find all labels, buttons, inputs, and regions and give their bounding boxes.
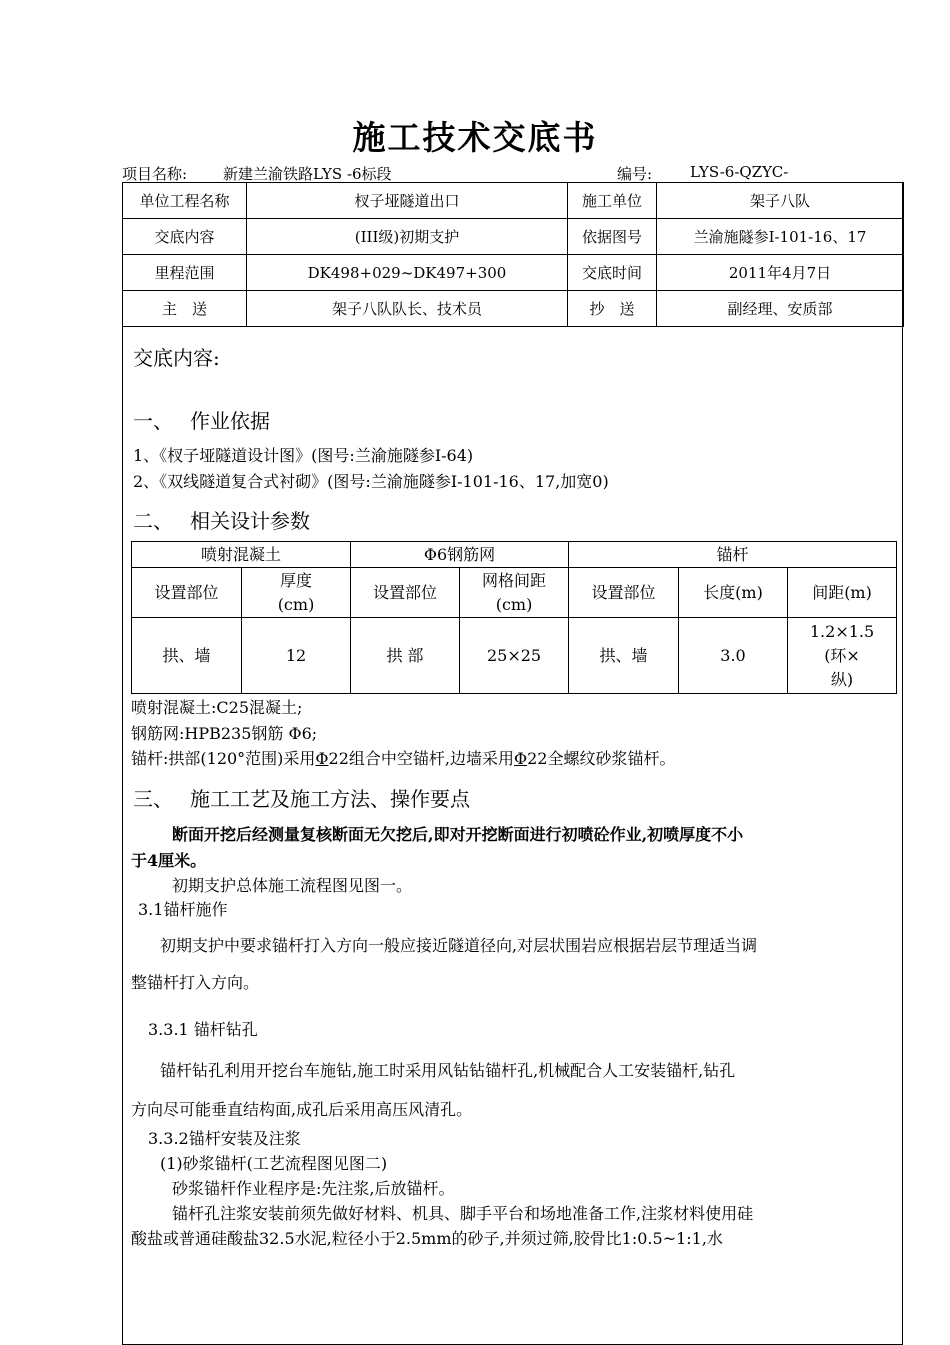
item-mortar-anchor: (1)砂浆锚杆(工艺流程图见图二) [160,1154,388,1173]
param-value-cell: 3.0 [679,618,788,694]
header-row [123,255,904,291]
param-subheader-cell [460,568,569,618]
subsection-3-1: 3.1锚杆施作 [138,900,228,919]
param-value-line: 纵) [830,669,854,689]
phi-symbol: Φ [514,749,528,768]
doc-number-value: LYS-6-QZYC- [690,163,789,181]
subsection-3-3-2: 3.3.2锚杆安装及注浆 [148,1129,301,1148]
phi-symbol: Φ [315,749,329,768]
paragraph-3-3-1-line-2: 方向尽可能垂直结构面,成孔后采用高压风清孔。 [131,1100,473,1119]
header-cell: 兰渝施隧参I-101-16、17 [657,219,904,255]
param-value-cell [788,618,897,694]
header-cell: 抄 送 [568,291,657,327]
intro-heading: 交底内容: [133,346,220,370]
spec-anchor-part: 22组合中空锚杆,边墙采用 [328,749,514,768]
header-cell: 架子八队队长、技术员 [247,291,568,327]
param-value-line: (环× [824,645,860,665]
reference-1: 1、《杈子垭隧道设计图》(图号:兰渝施隧参I-64) [133,446,474,465]
header-cell: 施工单位 [568,183,657,219]
header-cell: 里程范围 [123,255,247,291]
param-group-cell: Φ6钢筋网 [351,542,569,568]
paragraph-3-1-line-1: 初期支护中要求锚杆打入方向一般应接近隧道径向,对层状围岩应根据岩层节理适当调 [160,936,758,955]
header-row [123,219,904,255]
section-1-number: 一、 [133,409,173,433]
paragraph-3-3-1-line-1: 锚杆钻孔利用开挖台车施钻,施工时采用风钻钻锚杆孔,机械配合人工安装锚杆,钻孔 [160,1061,736,1080]
param-value-cell: 25×25 [460,618,569,694]
header-cell: DK498+029~DK497+300 [247,255,568,291]
header-cell: 交底内容 [123,219,247,255]
param-value-cell: 拱、墙 [569,618,679,694]
param-subheader-cell: 长度(m) [679,568,788,618]
project-name-label: 项目名称: [122,165,188,183]
mortar-procedure: 砂浆锚杆作业程序是:先注浆,后放锚杆。 [172,1179,455,1198]
param-subheader-cell: 设置部位 [132,568,242,618]
header-cell: 架子八队 [657,183,904,219]
grouting-line-1: 锚杆孔注浆安装前须先做好材料、机具、脚手平台和场地准备工作,注浆材料使用硅 [172,1204,754,1223]
param-value-cell: 拱 部 [351,618,460,694]
header-cell: 依据图号 [568,219,657,255]
flow-chart-note: 初期支护总体施工流程图见图一。 [172,876,413,895]
header-row [123,183,904,219]
section-3-number: 三、 [133,787,173,811]
param-subheader-cell: 间距(m) [788,568,897,618]
spec-mesh: 钢筋网:HPB235钢筋 Φ6; [131,724,318,743]
document-title: 施工技术交底书 [352,118,598,157]
param-subheader-cell: 设置部位 [351,568,460,618]
header-cell: 副经理、安质部 [657,291,904,327]
param-subheader-cell [242,568,351,618]
bold-note-line-2: 于4厘米。 [131,851,207,870]
reference-2: 2、《双线隧道复合式衬砌》(图号:兰渝施隧参I-101-16、17,加宽0) [133,472,609,491]
param-value-cell: 拱、墙 [132,618,242,694]
header-cell: (III级)初期支护 [247,219,568,255]
header-cell: 2011年4月7日 [657,255,904,291]
param-subheader-line: 厚度 [280,570,313,590]
param-group-row [132,542,897,568]
spec-anchor-part: 锚杆:拱部(120°范围)采用 [131,749,316,768]
header-table [122,182,904,327]
grouting-line-2: 酸盐或普通硅酸盐32.5水泥,粒径小于2.5mm的砂子,并须过筛,胶骨比1:0.5~1:1,水 [131,1229,723,1248]
header-cell: 单位工程名称 [123,183,247,219]
param-group-cell: 喷射混凝土 [132,542,351,568]
spec-shotcrete: 喷射混凝土:C25混凝土; [131,698,303,717]
param-group-cell: 锚杆 [569,542,897,568]
subsection-3-3-1: 3.3.1 锚杆钻孔 [148,1020,258,1039]
bold-note-line-1: 断面开挖后经测量复核断面无欠挖后,即对开挖断面进行初喷砼作业,初喷厚度不小 [172,825,744,844]
spec-anchor [131,746,676,769]
header-row [123,291,904,327]
param-subheader-cell: 设置部位 [569,568,679,618]
section-2-title: 相关设计参数 [190,509,310,533]
paragraph-3-1-line-2: 整锚杆打入方向。 [131,973,260,992]
param-value-cell: 12 [242,618,351,694]
section-3-title: 施工工艺及施工方法、操作要点 [190,787,470,811]
doc-number-label: 编号: [617,165,653,183]
param-value-row [132,618,897,694]
param-value-line: 1.2×1.5 [809,621,875,641]
section-1-title: 作业依据 [190,409,270,433]
project-name-value: 新建兰渝铁路LYS -6标段 [223,165,392,183]
param-subheader-line: 网格间距 [482,570,547,590]
design-parameter-table [131,541,897,694]
param-subheader-line: (cm) [495,594,533,614]
param-subheader-row [132,568,897,618]
header-cell: 主 送 [123,291,247,327]
spec-anchor-part: 22全螺纹砂浆锚杆。 [527,749,676,768]
header-cell: 交底时间 [568,255,657,291]
param-subheader-line: (cm) [277,594,315,614]
header-cell: 杈子垭隧道出口 [247,183,568,219]
section-2-number: 二、 [133,509,173,533]
